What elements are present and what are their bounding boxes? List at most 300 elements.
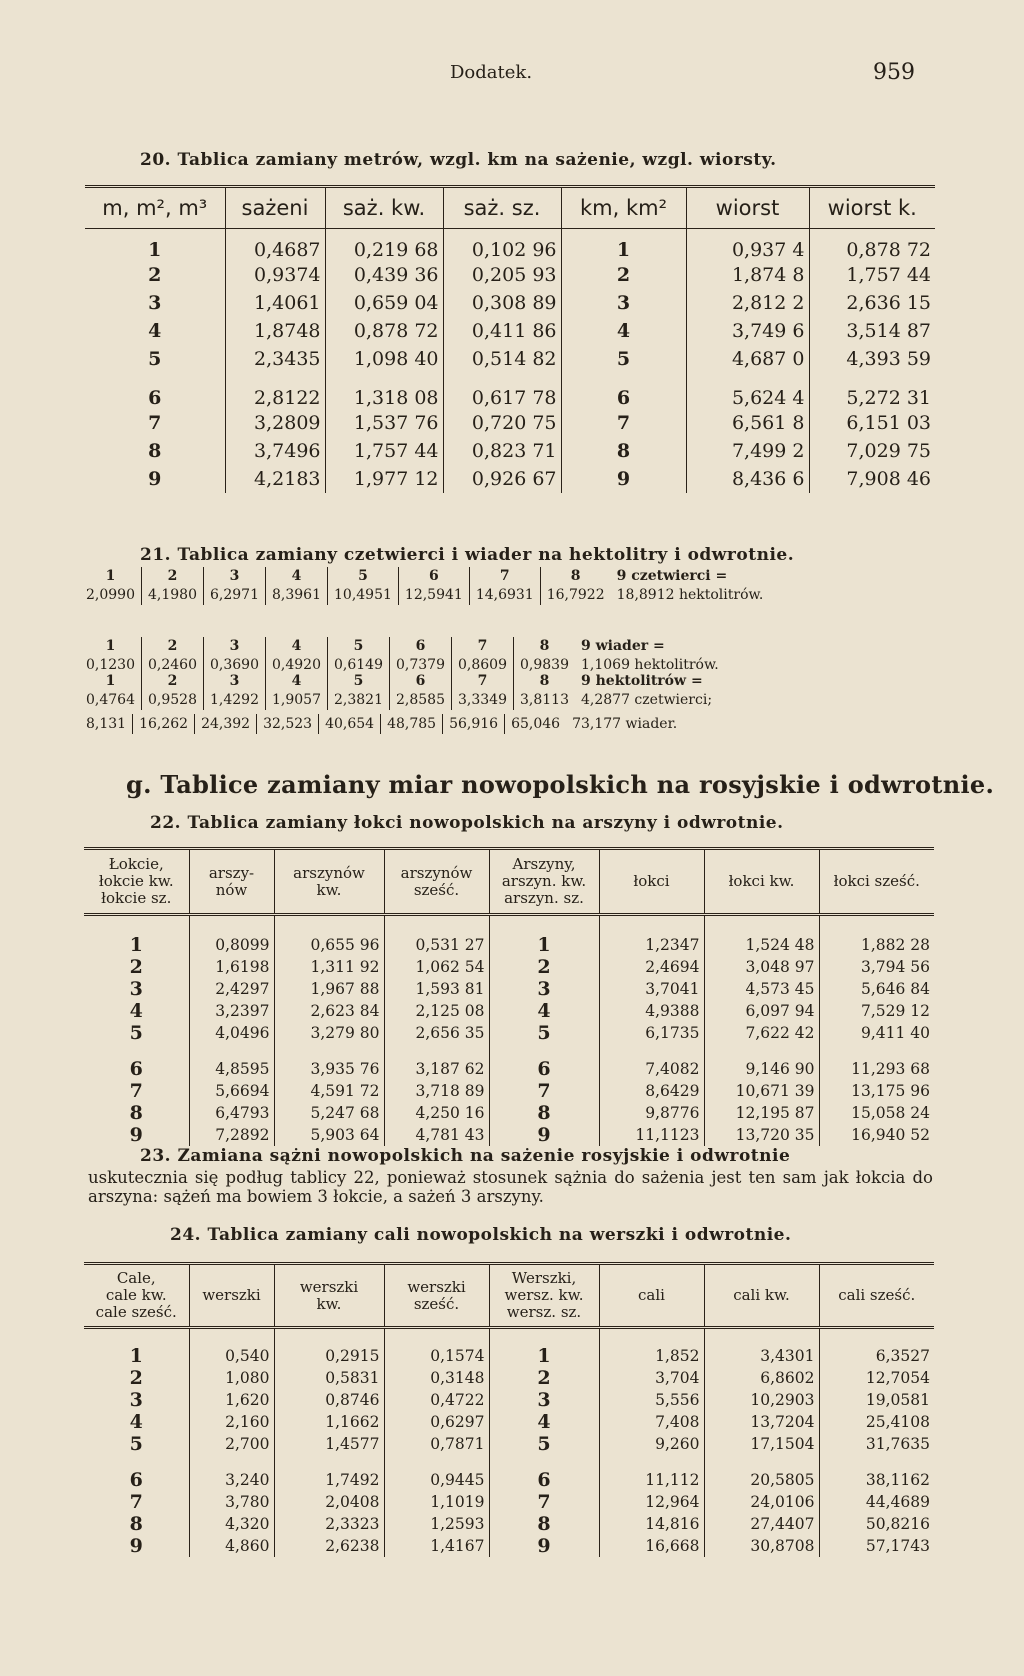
column-header: sażeni xyxy=(225,187,325,229)
value-cell: 3,048 97 xyxy=(704,956,819,978)
value-cell: 3,7496 xyxy=(225,437,325,465)
value-cell: 6,1735 xyxy=(599,1022,704,1044)
value-cell: 5,624 4 xyxy=(686,373,809,409)
row-key-cell: 8 xyxy=(561,437,686,465)
row-key-cell: 9 xyxy=(84,1535,189,1557)
table-21-strip xyxy=(80,637,725,675)
strip-key: 1 xyxy=(105,568,116,584)
row-key-cell: 7 xyxy=(84,1491,189,1513)
table-row xyxy=(84,1367,934,1389)
value-cell: 16,940 52 xyxy=(851,1126,930,1144)
value-cell: 17,1504 xyxy=(704,1433,819,1455)
row-key-cell: 4 xyxy=(84,1000,189,1022)
strip-key: 6 xyxy=(390,672,452,690)
value-cell: 1,882 28 xyxy=(860,936,930,954)
value-cell: 15,058 24 xyxy=(851,1104,930,1122)
value-cell: 2,3323 xyxy=(274,1513,384,1535)
value-cell: 4,8595 xyxy=(189,1044,274,1080)
value-cell: 2,3435 xyxy=(225,345,325,373)
table-24-header xyxy=(84,1264,934,1328)
strip-key-row xyxy=(80,567,769,585)
value-cell: 0,617 78 xyxy=(443,373,561,409)
strip-value: 8,131 xyxy=(86,716,127,732)
value-cell: 1,4577 xyxy=(274,1433,384,1455)
value-cell: 0,937 4 xyxy=(686,229,809,262)
column-header: łokci kw. xyxy=(704,849,819,915)
value-cell: 1,977 12 xyxy=(325,465,443,493)
table-row xyxy=(84,1411,934,1433)
value-cell: 4,393 59 xyxy=(846,348,931,370)
strip-key: 6 xyxy=(390,637,452,655)
strip-value: 0,3690 xyxy=(204,655,266,675)
value-cell: 4,687 0 xyxy=(686,345,809,373)
value-cell: 7,908 46 xyxy=(846,468,931,490)
value-cell: 0,514 82 xyxy=(443,345,561,373)
value-cell: 12,7054 xyxy=(865,1369,930,1387)
value-cell: 11,293 68 xyxy=(851,1060,930,1078)
row-key-cell: 2 xyxy=(84,1367,189,1389)
row-key-cell: 6 xyxy=(561,373,686,409)
table-row xyxy=(84,1513,934,1535)
row-key-cell: 9 xyxy=(561,465,686,493)
strip-value: 0,8609 xyxy=(452,655,514,675)
value-cell: 20,5805 xyxy=(704,1455,819,1491)
table-22 xyxy=(84,847,934,1146)
strip-value: 0,9839 xyxy=(514,655,576,675)
value-cell: 27,4407 xyxy=(704,1513,819,1535)
strip-value: 2,8585 xyxy=(390,690,452,710)
table-row xyxy=(84,1102,934,1124)
value-cell: 0,7871 xyxy=(384,1433,489,1455)
strip-value: 1,4292 xyxy=(204,690,266,710)
column-header: arszynów sześć. xyxy=(384,849,489,915)
table-22-header xyxy=(84,849,934,915)
value-cell: 1,080 xyxy=(189,1367,274,1389)
table-21-caption: 21. Tablica zamiany czetwierci i wiader na hektolitry i odwrotnie. xyxy=(140,545,795,565)
strip-value-row xyxy=(80,585,769,605)
strip-key: 2 xyxy=(142,637,204,655)
column-header: łokci sześć. xyxy=(833,872,920,890)
strip-key: 5 xyxy=(328,567,399,585)
value-cell: 30,8708 xyxy=(704,1535,819,1557)
value-cell: 31,7635 xyxy=(865,1435,930,1453)
value-cell: 3,240 xyxy=(189,1455,274,1491)
value-cell: 0,878 72 xyxy=(325,317,443,345)
column-header: km, km² xyxy=(561,187,686,229)
strip-key-row xyxy=(80,672,718,690)
value-cell: 4,781 43 xyxy=(384,1124,489,1146)
value-cell: 4,2183 xyxy=(225,465,325,493)
strip-value: 6,2971 xyxy=(204,585,266,605)
value-cell: 4,0496 xyxy=(189,1022,274,1044)
row-key-cell: 5 xyxy=(561,345,686,373)
value-cell: 1,524 48 xyxy=(704,915,819,957)
row-key-cell: 7 xyxy=(85,409,225,437)
strip-value: 65,046 xyxy=(505,714,567,734)
strip-value: 3,3349 xyxy=(452,690,514,710)
strip-key-row xyxy=(80,637,725,655)
strip-key: 8 xyxy=(540,567,610,585)
table-row xyxy=(85,229,935,262)
value-cell: 4,591 72 xyxy=(274,1080,384,1102)
row-key-cell: 1 xyxy=(84,1328,189,1368)
row-key-cell: 9 xyxy=(84,1124,189,1146)
strip-value: 8,3961 xyxy=(266,585,328,605)
table-24 xyxy=(84,1262,934,1557)
value-cell: 0,540 xyxy=(189,1328,274,1368)
value-cell: 2,160 xyxy=(189,1411,274,1433)
value-cell: 8,6429 xyxy=(599,1080,704,1102)
value-cell: 6,4793 xyxy=(189,1102,274,1124)
column-header: wiorst k. xyxy=(827,196,917,220)
table-20-header xyxy=(85,187,935,229)
value-cell: 0,926 67 xyxy=(443,465,561,493)
strip-value: 0,9528 xyxy=(142,690,204,710)
strip-value: 24,392 xyxy=(195,714,257,734)
row-key-cell: 6 xyxy=(84,1455,189,1491)
value-cell: 0,4722 xyxy=(384,1389,489,1411)
value-cell: 3,718 89 xyxy=(384,1080,489,1102)
value-cell: 0,9374 xyxy=(225,261,325,289)
value-cell: 5,556 xyxy=(599,1389,704,1411)
value-cell: 3,4301 xyxy=(704,1328,819,1368)
table-row xyxy=(84,1535,934,1557)
strip-key: 1 xyxy=(105,673,116,689)
table-row xyxy=(84,1433,934,1455)
page-header xyxy=(0,60,1024,90)
value-cell: 2,623 84 xyxy=(274,1000,384,1022)
strip-value: 4,2877 czetwierci; xyxy=(581,692,713,708)
value-cell: 2,4694 xyxy=(599,956,704,978)
strip-value: 2,3821 xyxy=(328,690,390,710)
row-key-cell: 1 xyxy=(85,229,225,262)
strip-value: 2,0990 xyxy=(86,587,135,603)
column-header: Cale, cale kw. cale sześć. xyxy=(84,1264,189,1328)
value-cell: 4,573 45 xyxy=(704,978,819,1000)
value-cell: 0,3148 xyxy=(384,1367,489,1389)
value-cell: 9,8776 xyxy=(599,1102,704,1124)
value-cell: 3,794 56 xyxy=(860,958,930,976)
column-header: łokci xyxy=(599,849,704,915)
row-key-cell: 5 xyxy=(84,1433,189,1455)
table-row xyxy=(85,317,935,345)
value-cell: 7,499 2 xyxy=(686,437,809,465)
row-key-cell: 1 xyxy=(561,229,686,262)
strip-value: 16,7922 xyxy=(540,585,610,605)
row-key-cell: 3 xyxy=(561,289,686,317)
table-row xyxy=(85,345,935,373)
row-key-cell: 7 xyxy=(561,409,686,437)
value-cell: 2,4297 xyxy=(189,978,274,1000)
table-row xyxy=(84,978,934,1000)
value-cell: 38,1162 xyxy=(865,1471,930,1489)
row-key-cell: 7 xyxy=(489,1491,599,1513)
row-key-cell: 4 xyxy=(85,317,225,345)
value-cell: 8,436 6 xyxy=(686,465,809,493)
value-cell: 7,2892 xyxy=(189,1124,274,1146)
row-key-cell: 6 xyxy=(84,1044,189,1080)
value-cell: 11,112 xyxy=(599,1455,704,1491)
strip-key: 5 xyxy=(328,672,390,690)
value-cell: 3,7041 xyxy=(599,978,704,1000)
value-cell: 0,411 86 xyxy=(443,317,561,345)
value-cell: 7,029 75 xyxy=(846,440,931,462)
strip-key: 9 hektolitrów = xyxy=(581,673,703,689)
row-key-cell: 4 xyxy=(561,317,686,345)
table-row xyxy=(84,956,934,978)
strip-key: 7 xyxy=(469,567,540,585)
column-header: arszy- nów xyxy=(189,849,274,915)
page-number: 959 xyxy=(873,60,915,85)
value-cell: 7,622 42 xyxy=(704,1022,819,1044)
value-cell: 7,4082 xyxy=(599,1044,704,1080)
value-cell: 3,780 xyxy=(189,1491,274,1513)
table-23-text: uskutecznia się podług tablicy 22, ponieważ stosunek sążnia do sażenia jest ten sam jak łokcia do arszyna: sążeń ma bowiem 3 łokcie, a sażeń 3 arszyny. xyxy=(88,1168,933,1206)
value-cell: 1,967 88 xyxy=(274,978,384,1000)
value-cell: 2,656 35 xyxy=(384,1022,489,1044)
value-cell: 2,636 15 xyxy=(846,292,931,314)
value-cell: 3,514 87 xyxy=(846,320,931,342)
table-20-caption: 20. Tablica zamiany metrów, wzgl. km na sażenie, wzgl. wiorsty. xyxy=(140,150,777,170)
value-cell: 0,9445 xyxy=(384,1455,489,1491)
value-cell: 3,2809 xyxy=(225,409,325,437)
value-cell: 3,704 xyxy=(599,1367,704,1389)
strip-key: 8 xyxy=(514,637,576,655)
column-header: Łokcie, łokcie kw. łokcie sz. xyxy=(84,849,189,915)
table-row xyxy=(84,1124,934,1146)
strip-value: 3,8113 xyxy=(514,690,576,710)
table-row xyxy=(85,409,935,437)
row-key-cell: 7 xyxy=(84,1080,189,1102)
value-cell: 0,8099 xyxy=(189,915,274,957)
value-cell: 7,529 12 xyxy=(860,1002,930,1020)
table-row xyxy=(84,915,934,957)
strip-key: 4 xyxy=(266,637,328,655)
value-cell: 1,311 92 xyxy=(274,956,384,978)
value-cell: 12,964 xyxy=(599,1491,704,1513)
row-key-cell: 1 xyxy=(489,915,599,957)
strip-value: 56,916 xyxy=(443,714,505,734)
strip-value: 16,262 xyxy=(133,714,195,734)
value-cell: 1,6198 xyxy=(189,956,274,978)
value-cell: 6,151 03 xyxy=(846,412,931,434)
value-cell: 50,8216 xyxy=(865,1515,930,1533)
value-cell: 4,9388 xyxy=(599,1000,704,1022)
strip-value: 0,4920 xyxy=(266,655,328,675)
value-cell: 1,537 76 xyxy=(325,409,443,437)
value-cell: 44,4689 xyxy=(865,1493,930,1511)
value-cell: 9,260 xyxy=(599,1433,704,1455)
value-cell: 7,408 xyxy=(599,1411,704,1433)
table-row xyxy=(85,437,935,465)
table-row xyxy=(84,1000,934,1022)
section-g-title: g. Tablice zamiany miar nowopolskich na rosyjskie i odwrotnie. xyxy=(126,770,995,799)
value-cell: 0,655 96 xyxy=(274,915,384,957)
value-cell: 0,2915 xyxy=(274,1328,384,1368)
value-cell: 6,561 8 xyxy=(686,409,809,437)
table-22-body xyxy=(84,915,934,1147)
row-key-cell: 3 xyxy=(84,978,189,1000)
table-21-strip xyxy=(80,714,683,734)
row-key-cell: 9 xyxy=(85,465,225,493)
column-header: werszki kw. xyxy=(274,1264,384,1328)
strip-key: 9 czetwierci = xyxy=(616,568,728,584)
value-cell: 4,860 xyxy=(189,1535,274,1557)
value-cell: 13,7204 xyxy=(704,1411,819,1433)
running-head: Dodatek. xyxy=(450,62,533,83)
value-cell: 6,3527 xyxy=(875,1347,930,1365)
row-key-cell: 2 xyxy=(489,1367,599,1389)
value-cell: 1,062 54 xyxy=(384,956,489,978)
row-key-cell: 2 xyxy=(561,261,686,289)
table-row xyxy=(85,261,935,289)
column-header: Werszki, wersz. kw. wersz. sz. xyxy=(489,1264,599,1328)
strip-key: 5 xyxy=(328,637,390,655)
row-key-cell: 3 xyxy=(84,1389,189,1411)
row-key-cell: 8 xyxy=(84,1102,189,1124)
table-row xyxy=(84,1389,934,1411)
row-key-cell: 1 xyxy=(84,915,189,957)
table-row xyxy=(84,1455,934,1491)
row-key-cell: 5 xyxy=(489,1022,599,1044)
value-cell: 11,1123 xyxy=(599,1124,704,1146)
column-header: cali sześć. xyxy=(838,1286,916,1304)
value-cell: 57,1743 xyxy=(865,1537,930,1555)
strip-value-row xyxy=(80,690,718,710)
row-key-cell: 2 xyxy=(84,956,189,978)
value-cell: 1,2593 xyxy=(384,1513,489,1535)
value-cell: 0,823 71 xyxy=(443,437,561,465)
row-key-cell: 2 xyxy=(85,261,225,289)
row-key-cell: 1 xyxy=(489,1328,599,1368)
value-cell: 9,411 40 xyxy=(860,1024,930,1042)
strip-value: 48,785 xyxy=(381,714,443,734)
value-cell: 5,272 31 xyxy=(846,387,931,409)
value-cell: 0,439 36 xyxy=(325,261,443,289)
strip-key: 8 xyxy=(514,672,576,690)
strip-value: 10,4951 xyxy=(328,585,399,605)
strip-key: 2 xyxy=(142,672,204,690)
value-cell: 1,4061 xyxy=(225,289,325,317)
strip-key: 4 xyxy=(266,672,328,690)
value-cell: 25,4108 xyxy=(865,1413,930,1431)
value-cell: 12,195 87 xyxy=(704,1102,819,1124)
row-key-cell: 4 xyxy=(489,1000,599,1022)
strip-key: 3 xyxy=(204,672,266,690)
value-cell: 3,187 62 xyxy=(384,1044,489,1080)
value-cell: 13,175 96 xyxy=(851,1082,930,1100)
value-cell: 1,757 44 xyxy=(846,264,931,286)
table-row xyxy=(84,1328,934,1368)
strip-value: 40,654 xyxy=(319,714,381,734)
table-row xyxy=(85,289,935,317)
value-cell: 3,749 6 xyxy=(686,317,809,345)
table-20 xyxy=(85,185,935,493)
row-key-cell: 5 xyxy=(85,345,225,373)
value-cell: 2,125 08 xyxy=(384,1000,489,1022)
table-21-strip xyxy=(80,672,718,710)
value-cell: 2,8122 xyxy=(225,373,325,409)
value-cell: 1,593 81 xyxy=(384,978,489,1000)
value-cell: 10,671 39 xyxy=(704,1080,819,1102)
row-key-cell: 8 xyxy=(489,1102,599,1124)
strip-value: 0,4764 xyxy=(86,692,135,708)
table-row xyxy=(84,1491,934,1513)
strip-value: 0,6149 xyxy=(328,655,390,675)
strip-value: 0,1230 xyxy=(86,657,135,673)
value-cell: 0,8746 xyxy=(274,1389,384,1411)
value-cell: 0,102 96 xyxy=(443,229,561,262)
value-cell: 1,8748 xyxy=(225,317,325,345)
table-22-caption: 22. Tablica zamiany łokci nowopolskich na arszyny i odwrotnie. xyxy=(150,813,784,833)
value-cell: 1,852 xyxy=(599,1328,704,1368)
value-cell: 13,720 35 xyxy=(704,1124,819,1146)
strip-value: 0,2460 xyxy=(142,655,204,675)
value-cell: 0,878 72 xyxy=(846,239,931,261)
strip-value: 1,9057 xyxy=(266,690,328,710)
value-cell: 4,320 xyxy=(189,1513,274,1535)
value-cell: 1,874 8 xyxy=(686,261,809,289)
column-header: saż. sz. xyxy=(443,187,561,229)
value-cell: 0,659 04 xyxy=(325,289,443,317)
strip-value: 14,6931 xyxy=(469,585,540,605)
row-key-cell: 8 xyxy=(489,1513,599,1535)
table-20-body xyxy=(85,229,935,494)
value-cell: 1,4167 xyxy=(384,1535,489,1557)
column-header: cali kw. xyxy=(704,1264,819,1328)
strip-key: 4 xyxy=(266,567,328,585)
value-cell: 0,5831 xyxy=(274,1367,384,1389)
strip-value: 18,8912 hektolitrów. xyxy=(616,587,764,603)
strip-key: 3 xyxy=(204,637,266,655)
row-key-cell: 3 xyxy=(489,978,599,1000)
value-cell: 0,4687 xyxy=(225,229,325,262)
row-key-cell: 6 xyxy=(489,1044,599,1080)
column-header: saż. kw. xyxy=(325,187,443,229)
row-key-cell: 3 xyxy=(85,289,225,317)
row-key-cell: 8 xyxy=(85,437,225,465)
value-cell: 0,720 75 xyxy=(443,409,561,437)
table-24-body xyxy=(84,1328,934,1558)
strip-value: 73,177 wiader. xyxy=(572,716,678,732)
table-24-caption: 24. Tablica zamiany cali nowopolskich na werszki i odwrotnie. xyxy=(170,1225,792,1245)
value-cell: 0,531 27 xyxy=(384,915,489,957)
value-cell: 2,812 2 xyxy=(686,289,809,317)
row-key-cell: 8 xyxy=(84,1513,189,1535)
row-key-cell: 3 xyxy=(489,1389,599,1411)
strip-value: 12,5941 xyxy=(398,585,469,605)
column-header: werszki sześć. xyxy=(384,1264,489,1328)
value-cell: 2,700 xyxy=(189,1433,274,1455)
value-cell: 1,098 40 xyxy=(325,345,443,373)
row-key-cell: 6 xyxy=(85,373,225,409)
value-cell: 6,097 94 xyxy=(704,1000,819,1022)
value-cell: 1,7492 xyxy=(274,1455,384,1491)
row-key-cell: 9 xyxy=(489,1535,599,1557)
row-key-cell: 5 xyxy=(84,1022,189,1044)
value-cell: 1,1019 xyxy=(384,1491,489,1513)
value-cell: 19,0581 xyxy=(865,1391,930,1409)
row-key-cell: 4 xyxy=(489,1411,599,1433)
table-row xyxy=(84,1080,934,1102)
strip-value: 4,1980 xyxy=(142,585,204,605)
value-cell: 3,2397 xyxy=(189,1000,274,1022)
value-cell: 4,250 16 xyxy=(384,1102,489,1124)
strip-key: 6 xyxy=(398,567,469,585)
column-header: arszynów kw. xyxy=(274,849,384,915)
strip-key: 7 xyxy=(452,672,514,690)
value-cell: 1,2347 xyxy=(599,915,704,957)
